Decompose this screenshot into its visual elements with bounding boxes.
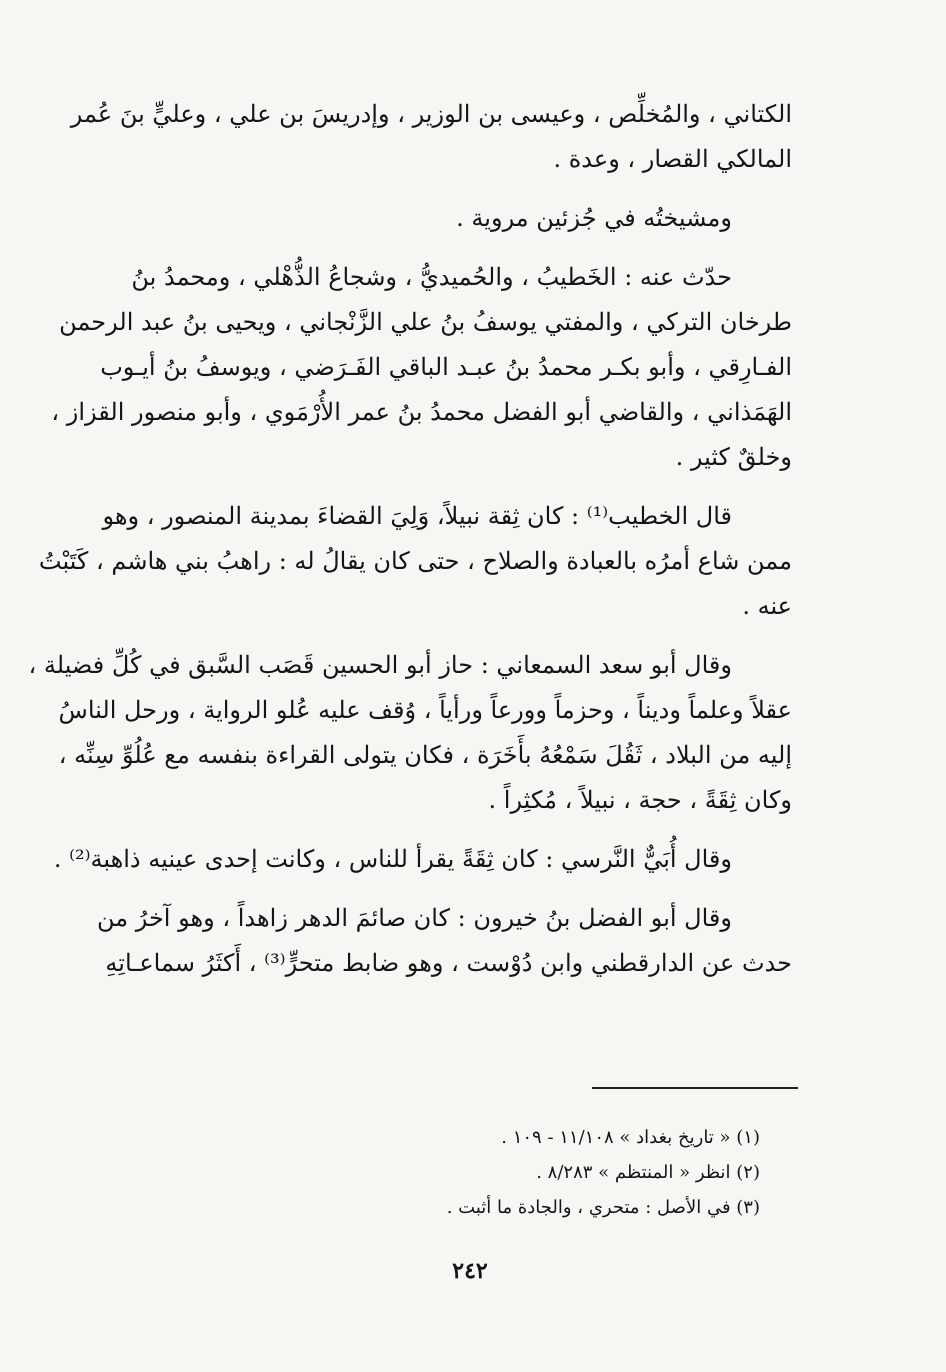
text-line: الفـارِقي ، وأبو بكـر محمدُ بنُ عبـد الباقي الفَـرَضي ، ويوسفُ بنُ أيـوب: [100, 353, 792, 381]
text-line: عنه .: [742, 592, 792, 620]
text-line: إليه من البلاد ، ثَقُلَ سَمْعُهُ بأَخَرَة ، فكان يتولى القراءة بنفسه مع عُلُوِّ سِنِّه ،: [58, 741, 792, 769]
footnote-divider: [592, 1087, 798, 1089]
text-line: ممن شاع أمرُه بالعبادة والصلاح ، حتى كان يقالُ له : راهبُ بني هاشم ، كَتَبْتُ: [38, 547, 792, 575]
text-line: المالكي القصار ، وعدة .: [553, 145, 792, 173]
main-text: [28, 92, 792, 1000]
text-line: الهَمَذاني ، والقاضي أبو الفضل محمدُ بنُ عمر الأُرْمَوي ، وأبو منصور القزاز ،: [51, 398, 792, 426]
footnote-1: (١) « تاريخ بغداد » ١١/١٠٨ - ١٠٩ .: [501, 1127, 760, 1148]
paragraph-samani: [28, 643, 792, 823]
footnote-3: (٣) في الأصل : متحري ، والجادة ما أثبت .: [446, 1197, 760, 1218]
paragraph-teachers: [70, 92, 792, 182]
footnotes: [300, 1120, 760, 1225]
text-line: وقال أبو الفضل بنُ خيرون : كان صائمَ الدهر زاهداً ، وهو آخرُ من: [96, 904, 732, 932]
text-line: وكان ثِقَةً ، حجة ، نبيلاً ، مُكثِراً .: [488, 786, 792, 814]
text-line: عقلاً وعلماً وديناً ، وحزماً وورعاً ورأياً ، وُقف عليه عُلو الرواية ، ورحل الناسُ: [58, 696, 792, 724]
text-line: طرخان التركي ، والمفتي يوسفُ بنُ علي الزَّنْجاني ، ويحيى بنُ عبد الرحمن: [59, 308, 792, 336]
text-line: ومشيختُه في جُزئين مروية .: [456, 204, 732, 232]
footnote-2: (٢) انظر « المنتظم » ٨/٢٨٣ .: [536, 1162, 760, 1183]
text-line: حدث عن الدارقطني وابن دُوْست ، وهو ضابط متحرٍّ⁽³⁾ ، أَكثَرُ سماعـاتِهِ: [105, 949, 792, 977]
paragraph-khayrun: [96, 896, 792, 986]
text-line: قال الخطيب⁽¹⁾ : كان ثِقة نبيلاً، وَلِيَ القضاءَ بمدينة المنصور ، وهو: [102, 502, 732, 530]
paragraph-khatib: [38, 494, 792, 629]
text-line: وقال أُبَيٌّ النَّرسي : كان ثِقَةً يقرأ للناس ، وكانت إحدى عينيه ذاهبة⁽²⁾ .: [53, 845, 732, 873]
page-number: ٢٤٢: [452, 1258, 488, 1284]
paragraph-students: [51, 255, 792, 480]
text-line: حدّث عنه : الخَطيبُ ، والحُميديُّ ، وشجاعُ الذُّهْلي ، ومحمدُ بنُ: [131, 263, 732, 291]
text-line: وخلقٌ كثير .: [675, 443, 792, 471]
text-line: الكتاني ، والمُخلِّص ، وعيسى بن الوزير ، وإدريسَ بن علي ، وعليٍّ بنَ عُمر: [70, 100, 792, 128]
text-line: وقال أبو سعد السمعاني : حاز أبو الحسين قَصَب السَّبق في كُلِّ فضيلة ،: [28, 651, 732, 679]
paragraph-mashyakha: [128, 196, 792, 241]
paragraph-narsi: [53, 837, 792, 882]
